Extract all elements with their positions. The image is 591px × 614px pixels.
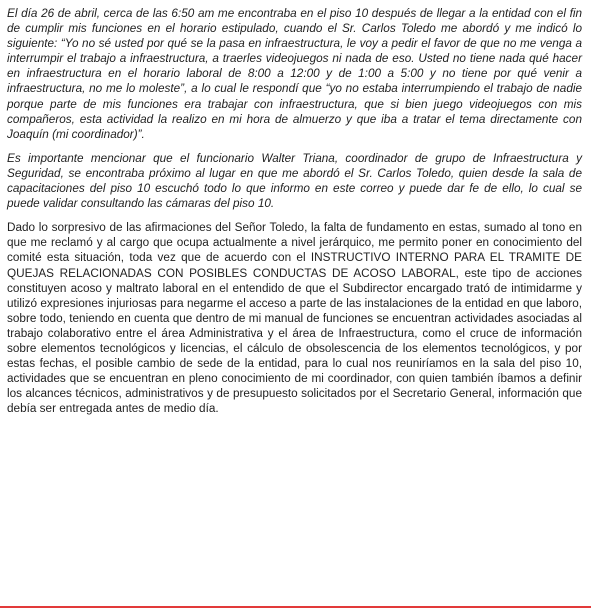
document-body bbox=[7, 6, 582, 416]
paragraph-incident: El día 26 de abril, cerca de las 6:50 am me encontraba en el piso 10 después de llegar a la entidad con el fin de cumplir mis funciones en el horario estipulado, cuando el Sr. Carlos Toledo me abordó y me indicó lo siguiente: “Yo no sé usted por qué se la pasa en infraestructura, le voy a pedir el favor de que no me venga a interrumpir el trabajo a infraestructura, a traerles videojuegos ni nada de eso. Usted no tiene nada qué hacer en infraestructura en el horario laboral de 8:00 a 12:00 y de 1:00 a 5:00 y no tiene por qué venir a infraestructura, no me lo moleste”, a lo cual le respondí que “yo no estaba interrumpiendo el trabajo de nadie porque parte de mis funciones era trabajar con infraestructura, que si bien juego videojuegos con mis compañeros, esta actividad la realizo en mi hora de almuerzo y que iba a tratar el tema directamente con Joaquín (mi coordinador)”. bbox=[7, 7, 582, 141]
bottom-divider bbox=[0, 606, 591, 608]
paragraph-complaint: Dado lo sorpresivo de las afirmaciones del Señor Toledo, la falta de fundamento en estas, sumado al tono en que me reclamó y al cargo que ocupa actualmente a nivel jerárquico, me permito poner en conocimiento del comité esta situación, toda vez que de acuerdo con el INSTRUCTIVO INTERNO PARA EL TRAMITE DE QUEJAS RELACIONADAS CON POSIBLES CONDUCTAS DE ACOSO LABORAL, este tipo de acciones constituyen acoso y maltrato laboral en el entendido de que el Subdirector encargado trató de intimidarme y utilizó expresiones injuriosas para negarme el acceso a parte de las instalaciones de la entidad en que laboro, sobre todo, teniendo en cuenta que dentro de mi manual de funciones se encuentran actividades asociadas al trabajo colaborativo entre el área Administrativa y el área de Infraestructura, como el cruce de información sobre elementos tecnológicos y licencias, el cálculo de obsolescencia de los elementos tecnológicos, y por estas fechas, el posible cambio de sede de la entidad, para lo cual nos reuniríamos en la sala del piso 10, actividades que se encuentran en pleno conocimiento de mi coordinador, con quien también íbamos a definir los alcances técnicos, administrativos y de presupuesto solicitados por el Secretario General, información que debía ser entregada antes de medio día. bbox=[7, 221, 582, 416]
paragraph-witness: Es importante mencionar que el funcionario Walter Triana, coordinador de grupo de Infraestructura y Seguridad, se encontraba próximo al lugar en que me abordó el Sr. Carlos Toledo, quien desde la sala de capacitaciones del piso 10 escuchó todo lo que informo en este correo y puede dar fe de ello, lo cual se puede validar consultando las cámaras del piso 10. bbox=[7, 151, 582, 211]
